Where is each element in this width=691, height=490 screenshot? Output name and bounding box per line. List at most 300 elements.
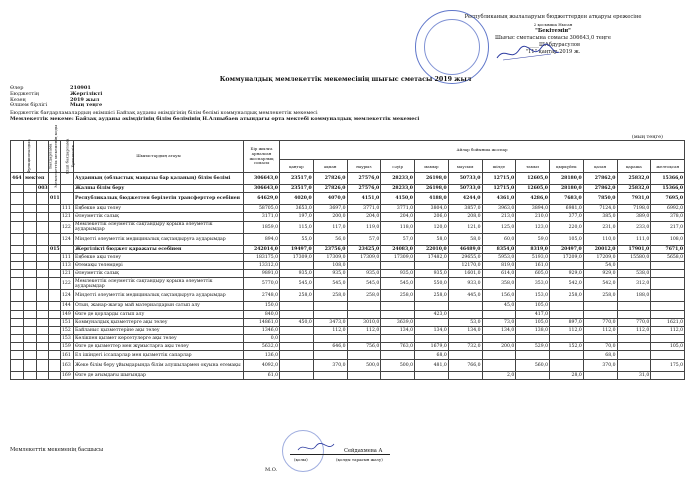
table-row — [11, 371, 685, 379]
month-value: 105,0 — [550, 233, 584, 245]
month-value: 20012,0 — [583, 245, 617, 253]
code-specific: 161 — [61, 351, 74, 359]
month-value: 26198,0 — [415, 173, 449, 185]
month-value: 3771,0 — [381, 205, 415, 213]
month-value: 8354,0 — [482, 245, 516, 253]
month-value: 112,0 — [651, 326, 685, 334]
month-value: 70,0 — [583, 343, 617, 351]
table-row — [11, 213, 685, 221]
code-subprogram — [49, 335, 61, 343]
month-value: 7931,0 — [617, 193, 651, 205]
month-value: 12605,0 — [516, 185, 550, 193]
code-specific: 124 — [61, 290, 74, 302]
month-value: 134,0 — [448, 326, 482, 334]
code-program — [37, 326, 49, 334]
month-value: 3473,0 — [313, 318, 347, 326]
month-value: 220,0 — [550, 221, 584, 233]
code-functional — [11, 213, 24, 221]
month-value — [415, 302, 449, 310]
code-specific: 144 — [61, 302, 74, 310]
month-value: 3894,0 — [516, 205, 550, 213]
code-institution — [24, 193, 37, 205]
month-value: 25832,0 — [617, 173, 651, 185]
approval-line-6: "11" қаңтар 2019 ж. — [525, 49, 581, 55]
month-value: 4361,0 — [482, 193, 516, 205]
row-name: Өзге де қорларды сатып алу — [74, 310, 244, 318]
approval-line-2: 2 қосымша Нысан — [533, 22, 573, 27]
month-value: 115,0 — [280, 221, 314, 233]
month-value: 28180,0 — [550, 185, 584, 193]
footer-head-label: Мемлекеттік мекеменің басшысы — [10, 447, 104, 453]
row-name: Міндетті әлеуметтік медициналық сақтандыруға аударымдар — [74, 233, 244, 245]
row-name: Еңбекке ақы төлеу — [74, 205, 244, 213]
month-value: 545,0 — [313, 278, 347, 290]
month-value: 766,0 — [448, 359, 482, 371]
month-value: 732,0 — [448, 343, 482, 351]
month-value: 12605,0 — [516, 173, 550, 185]
code-program — [37, 270, 49, 278]
row-total: 0,0 — [244, 335, 280, 343]
header-month: қазан — [583, 160, 617, 173]
month-value: 23517,0 — [280, 185, 314, 193]
month-value: 545,0 — [347, 278, 381, 290]
month-value: 423,0 — [415, 310, 449, 318]
row-total: 2748,0 — [244, 290, 280, 302]
month-value: 8319,0 — [516, 245, 550, 253]
row-name: Республикалық бюджеттен берілетін трансферттер есебінен — [74, 193, 244, 205]
page-title: Коммуналдық мемлекеттік мекемесінің шығыс сметасы 2019 жыл — [219, 76, 472, 83]
org-line-institution: Мемлекеттік мекеме: Байзақ ауданы әкімдігінің білім бөлімінің Н.Алпыбаев атындағы орта мектебі коммуналдық мемлекеттік мекемесі — [10, 116, 420, 122]
month-value: 27576,0 — [347, 173, 381, 185]
code-specific: 163 — [61, 359, 74, 371]
month-value: 23517,0 — [280, 173, 314, 185]
month-value — [617, 302, 651, 310]
code-functional — [11, 343, 24, 351]
month-value: 370,0 — [583, 359, 617, 371]
code-subprogram — [49, 221, 61, 233]
month-value — [381, 335, 415, 343]
month-value: 217,0 — [651, 221, 685, 233]
month-value: 935,0 — [347, 270, 381, 278]
month-value — [347, 351, 381, 359]
code-institution — [24, 326, 37, 334]
month-value: 538,0 — [617, 270, 651, 278]
code-program — [37, 278, 49, 290]
header-month: қаңтар — [280, 160, 314, 173]
meta-label: Өлшем бірлігі — [10, 102, 48, 109]
header-program: Бағдарлама — [37, 141, 49, 173]
row-total: 13312,0 — [244, 261, 280, 269]
month-value: 31,0 — [617, 371, 651, 379]
month-value — [550, 310, 584, 318]
month-value: 17309,0 — [280, 253, 314, 261]
month-value: 17482,0 — [415, 253, 449, 261]
month-value: 3639,0 — [381, 318, 415, 326]
month-value: 6981,0 — [550, 205, 584, 213]
month-value: 204,0 — [381, 213, 415, 221]
row-name: Еңбекке ақы төлеу — [74, 253, 244, 261]
month-value — [280, 326, 314, 334]
month-value: 4151,0 — [347, 193, 381, 205]
month-value: 17309,0 — [347, 253, 381, 261]
month-value — [482, 335, 516, 343]
month-value: 7671,0 — [651, 245, 685, 253]
approval-line-3: "Бекітемін" — [535, 28, 571, 34]
table-row — [11, 310, 685, 318]
header-specific: Ерекшелік — [61, 141, 74, 173]
month-value: 73,0 — [482, 318, 516, 326]
header-month: сәуір — [381, 160, 415, 173]
approval-line-5: _____ШАбдурасулов — [526, 42, 580, 48]
month-value: 2,0 — [482, 371, 516, 379]
month-value: 560,0 — [516, 359, 550, 371]
month-value: 23425,0 — [347, 245, 381, 253]
header-month: маусым — [448, 160, 482, 173]
approval-signature — [493, 42, 563, 64]
code-subprogram — [49, 359, 61, 371]
table-row — [11, 335, 685, 343]
row-total: 64629,0 — [244, 193, 280, 205]
row-total: 14861,0 — [244, 318, 280, 326]
row-name: Жалпы білім беру — [74, 185, 244, 193]
month-value: 204,0 — [347, 213, 381, 221]
month-value: 231,0 — [583, 221, 617, 233]
code-institution — [24, 335, 37, 343]
code-functional — [11, 302, 24, 310]
month-value: 175,0 — [651, 359, 685, 371]
month-value: 3857,0 — [448, 205, 482, 213]
month-value — [381, 351, 415, 359]
month-value: 7198,0 — [617, 205, 651, 213]
month-value — [651, 335, 685, 343]
month-value: 29655,0 — [448, 253, 482, 261]
header-month: қараша — [617, 160, 651, 173]
row-total: 1859,0 — [244, 221, 280, 233]
month-value: 933,0 — [448, 278, 482, 290]
month-value: 125,0 — [482, 221, 516, 233]
table-row — [11, 185, 685, 193]
footer-name: Сейдахмева А — [344, 448, 383, 454]
month-value — [415, 261, 449, 269]
month-value — [583, 335, 617, 343]
header-month: наурыз — [347, 160, 381, 173]
header-monthly-title: Айлар бойынша жоспар — [280, 141, 685, 160]
month-value: 12715,0 — [482, 173, 516, 185]
month-value: 545,0 — [280, 278, 314, 290]
month-value — [313, 335, 347, 343]
month-value — [617, 335, 651, 343]
code-institution — [24, 213, 37, 221]
month-value — [415, 318, 449, 326]
code-subprogram — [49, 261, 61, 269]
month-value: 152,0 — [550, 343, 584, 351]
row-total: 3171,0 — [244, 213, 280, 221]
table-row — [11, 278, 685, 290]
month-value: 529,0 — [516, 343, 550, 351]
code-specific: 152 — [61, 326, 74, 334]
month-value: 377,0 — [550, 213, 584, 221]
month-value: 28180,0 — [550, 173, 584, 185]
month-value: 27862,0 — [583, 185, 617, 193]
row-name: Отын, жанар-жағар май материалдарын сатып алу — [74, 302, 244, 310]
month-value: 897,0 — [550, 318, 584, 326]
code-subprogram — [49, 213, 61, 221]
meta-value: 210901 — [70, 85, 91, 91]
code-program — [37, 290, 49, 302]
code-functional — [11, 221, 24, 233]
month-value: 134,0 — [381, 326, 415, 334]
month-value: 56,0 — [313, 233, 347, 245]
month-value: 258,0 — [280, 290, 314, 302]
month-value: 54,0 — [583, 261, 617, 269]
month-value: 258,0 — [381, 290, 415, 302]
month-value: 542,0 — [550, 278, 584, 290]
code-specific: 153 — [61, 335, 74, 343]
month-value — [448, 302, 482, 310]
month-value: 27862,0 — [583, 173, 617, 185]
month-value: 929,0 — [583, 270, 617, 278]
month-value — [448, 310, 482, 318]
org-line-admin: Бюджеттік бағдарламалардың әкімшісі Байзақ ауданы әкімдігінің білім бөлімі коммуналдық мемлекеттік мекемесі — [10, 110, 318, 116]
month-value: 57,0 — [347, 233, 381, 245]
month-value — [516, 335, 550, 343]
month-value — [516, 351, 550, 359]
code-program — [37, 221, 49, 233]
month-value: 15580,0 — [617, 253, 651, 261]
month-value — [651, 290, 685, 302]
month-value — [280, 351, 314, 359]
month-value: 353,0 — [516, 278, 550, 290]
unit-note: (мың теңге) — [631, 134, 663, 140]
row-total: 136,0 — [244, 351, 280, 359]
month-value: 6992,0 — [651, 205, 685, 213]
month-value: 4244,0 — [448, 193, 482, 205]
month-value: 4150,0 — [381, 193, 415, 205]
table-row — [11, 205, 685, 213]
month-value: 25832,0 — [617, 185, 651, 193]
month-value: 110,0 — [583, 233, 617, 245]
month-value: 545,0 — [381, 278, 415, 290]
meta-block — [10, 86, 210, 109]
code-subprogram — [49, 351, 61, 359]
header-functional: Функционалдық — [11, 141, 24, 173]
month-value: 4188,0 — [415, 193, 449, 205]
month-value — [583, 371, 617, 379]
meta-value: Жергілікті — [70, 90, 103, 97]
month-value — [617, 343, 651, 351]
code-subprogram — [49, 290, 61, 302]
code-specific — [61, 185, 74, 193]
code-institution — [24, 221, 37, 233]
month-value: 481,0 — [415, 359, 449, 371]
month-value: 28233,0 — [381, 173, 415, 185]
month-value: 22010,0 — [415, 245, 449, 253]
month-value: 385,0 — [583, 213, 617, 221]
row-total: 306643,0 — [244, 173, 280, 185]
month-value: 17209,0 — [583, 253, 617, 261]
table-row — [11, 302, 685, 310]
table-row — [11, 343, 685, 351]
code-functional — [11, 371, 24, 379]
code-functional — [11, 335, 24, 343]
code-functional — [11, 193, 24, 205]
code-subprogram — [49, 253, 61, 261]
month-value: 206,0 — [415, 213, 449, 221]
month-value: 500,0 — [381, 359, 415, 371]
row-total: 150,0 — [244, 302, 280, 310]
row-total: 58705,0 — [244, 205, 280, 213]
month-value: 24083,0 — [381, 245, 415, 253]
month-value: 258,0 — [550, 290, 584, 302]
month-value: 258,0 — [313, 290, 347, 302]
month-value — [280, 335, 314, 343]
name-caption: (қолды тарағын жазу) — [336, 457, 383, 462]
table-row — [11, 359, 685, 371]
month-value: 3804,0 — [415, 205, 449, 213]
month-value: 200,0 — [313, 213, 347, 221]
code-institution: мектеп — [24, 173, 37, 185]
table-row — [11, 351, 685, 359]
table-row — [11, 245, 685, 253]
month-value: 123,0 — [516, 221, 550, 233]
month-value — [651, 351, 685, 359]
code-functional — [11, 290, 24, 302]
code-program — [37, 245, 49, 253]
code-subprogram: 011 — [49, 193, 61, 205]
month-value: 770,0 — [583, 318, 617, 326]
table-row — [11, 261, 685, 269]
row-name: Байланыс қызметтеріне ақы төлеу — [74, 326, 244, 334]
month-value: 156,0 — [482, 290, 516, 302]
month-value: 614,0 — [482, 270, 516, 278]
month-value: 763,0 — [381, 343, 415, 351]
month-value: 161,0 — [516, 261, 550, 269]
month-value: 1601,0 — [448, 270, 482, 278]
code-institution — [24, 371, 37, 379]
code-institution — [24, 253, 37, 261]
month-value: 770,0 — [617, 318, 651, 326]
row-total: 4092,0 — [244, 359, 280, 371]
month-value: 5658,0 — [651, 253, 685, 261]
month-value: 55,0 — [280, 233, 314, 245]
month-value: 105,0 — [516, 302, 550, 310]
month-value: 134,0 — [415, 326, 449, 334]
month-value: 233,0 — [617, 221, 651, 233]
header-month: ақпан — [313, 160, 347, 173]
month-value: 15366,0 — [651, 185, 685, 193]
code-functional — [11, 359, 24, 371]
code-institution — [24, 302, 37, 310]
month-value: 119,0 — [347, 221, 381, 233]
month-value: 370,0 — [313, 359, 347, 371]
month-value: 12715,0 — [482, 185, 516, 193]
month-value: 4070,0 — [313, 193, 347, 205]
month-value: 5953,0 — [482, 253, 516, 261]
code-subprogram — [49, 278, 61, 290]
code-functional — [11, 233, 24, 245]
month-value — [280, 310, 314, 318]
month-value: 153,0 — [516, 290, 550, 302]
row-name: Өзге де ағымдағы шығындар — [74, 371, 244, 379]
header-subprogram: Кіші бағдарлама — [49, 141, 61, 173]
code-program — [37, 359, 49, 371]
month-value — [550, 351, 584, 359]
month-value — [313, 351, 347, 359]
code-institution — [24, 205, 37, 213]
code-functional — [11, 270, 24, 278]
code-specific: 122 — [61, 278, 74, 290]
row-name: Әлеуметтік салық — [74, 213, 244, 221]
month-value — [313, 371, 347, 379]
month-value — [617, 359, 651, 371]
row-total: 242014,0 — [244, 245, 280, 253]
month-value — [482, 310, 516, 318]
month-value: 68,0 — [583, 351, 617, 359]
month-value — [280, 302, 314, 310]
code-specific: 159 — [61, 343, 74, 351]
code-program — [37, 318, 49, 326]
month-value — [347, 302, 381, 310]
month-value: 542,0 — [583, 278, 617, 290]
month-value: 3771,0 — [347, 205, 381, 213]
month-value: 12170,0 — [448, 261, 482, 269]
signature-caption: (қолы) — [294, 457, 308, 462]
month-value: 57,0 — [381, 233, 415, 245]
month-value: 7124,0 — [583, 205, 617, 213]
header-name: Шығыстардың атауы — [74, 141, 244, 173]
row-name: Міндетті әлеуметтік медициналық сақтандыруға аударымдар — [74, 290, 244, 302]
meta-row — [10, 103, 210, 109]
month-value: 112,0 — [313, 326, 347, 334]
row-name: Жергілікті бюджет қаражаты есебінен — [74, 245, 244, 253]
code-subprogram — [49, 326, 61, 334]
meta-label: Кезең — [10, 96, 26, 103]
month-value: 1621,0 — [651, 318, 685, 326]
month-value: 120,0 — [415, 221, 449, 233]
code-program — [37, 310, 49, 318]
row-total: 61,0 — [244, 371, 280, 379]
month-value: 58,0 — [448, 233, 482, 245]
code-specific: 151 — [61, 318, 74, 326]
row-total: 183175,0 — [244, 253, 280, 261]
month-value — [550, 359, 584, 371]
table-row — [11, 233, 685, 245]
month-value: 112,0 — [550, 326, 584, 334]
table-row — [11, 253, 685, 261]
table-row — [11, 221, 685, 233]
code-functional — [11, 278, 24, 290]
month-value: 134,0 — [482, 326, 516, 334]
month-value: 20497,0 — [550, 245, 584, 253]
code-specific: 169 — [61, 371, 74, 379]
name-line — [330, 454, 390, 455]
row-name: Көлікпен қызмет көрсетулерге ақы төлеу — [74, 335, 244, 343]
month-value: 17901,0 — [617, 245, 651, 253]
month-value: 358,0 — [482, 278, 516, 290]
month-value: 105,0 — [516, 318, 550, 326]
month-value: 3653,0 — [280, 205, 314, 213]
month-value — [280, 261, 314, 269]
code-functional — [11, 326, 24, 334]
row-total: 306643,0 — [244, 185, 280, 193]
month-value — [448, 351, 482, 359]
code-specific — [61, 245, 74, 253]
header-month: мамыр — [415, 160, 449, 173]
month-value: 756,0 — [347, 343, 381, 351]
row-total: 9891,0 — [244, 270, 280, 278]
code-specific — [61, 193, 74, 205]
month-value: 112,0 — [617, 326, 651, 334]
